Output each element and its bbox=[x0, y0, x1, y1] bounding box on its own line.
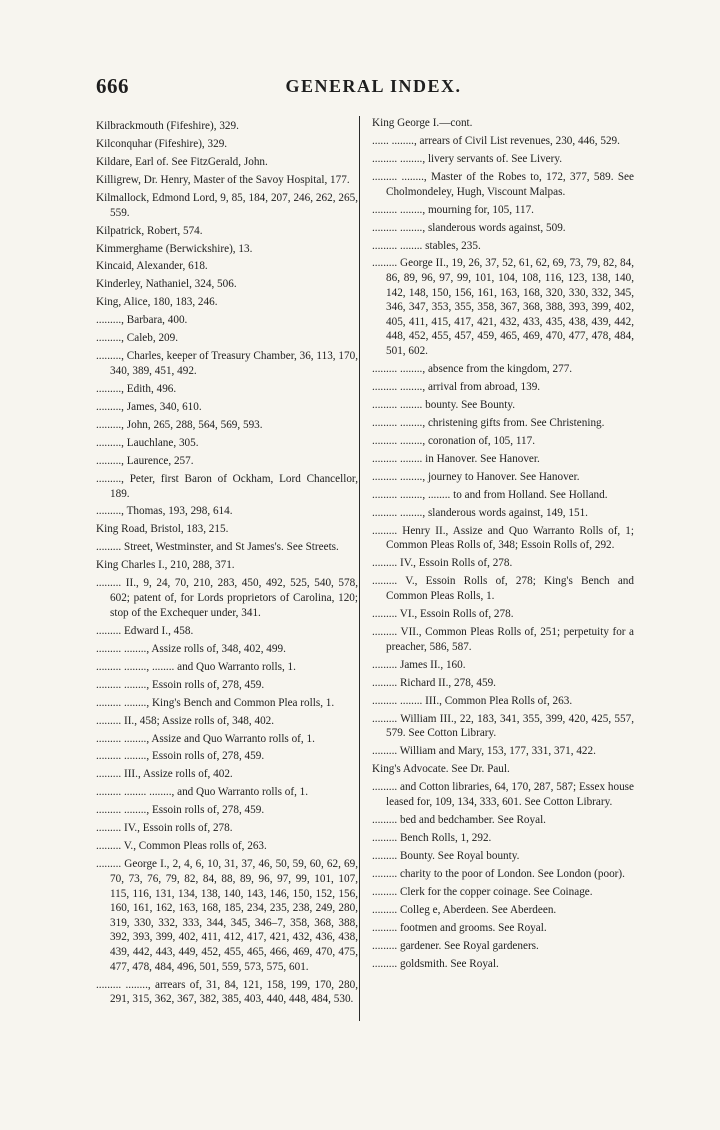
index-entry: ......... III., Assize rolls of, 402. bbox=[96, 768, 233, 781]
index-entry: ......... Richard II., 278, 459. bbox=[372, 676, 496, 689]
index-entry: ......... ........, christening gifts from. See Christening. bbox=[372, 416, 605, 429]
index-entry: ......... gardener. See Royal gardeners. bbox=[372, 939, 539, 952]
index-entry: King George I.—cont. bbox=[372, 117, 473, 129]
index-entry: Kilpatrick, Robert, 574. bbox=[96, 224, 203, 237]
index-entry: ......... charity to the poor of London. See London (poor). bbox=[372, 867, 625, 880]
index-entry: Kilconquhar (Fifeshire), 329. bbox=[96, 137, 228, 150]
page-header bbox=[96, 74, 651, 102]
index-entry: ......... bed and bedchamber. See Royal. bbox=[372, 813, 546, 826]
index-entry: ......... V., Common Pleas rolls of, 263. bbox=[96, 840, 267, 853]
column-divider bbox=[359, 116, 360, 1021]
right-index-column bbox=[372, 116, 634, 975]
index-entry: ......... ........, arrears of, 31, 84, 121, 158, 199, 170, 280, 291, 315, 362, 367, 382, 385, 403, 440, 448, 484, 530. bbox=[96, 978, 358, 1006]
index-entry: ......... ........, King's Bench and Common Plea rolls, 1. bbox=[96, 696, 335, 709]
index-entry: ......... ........, Assize and Quo Warranto rolls of, 1. bbox=[96, 732, 315, 745]
running-head: GENERAL INDEX. bbox=[285, 76, 462, 96]
index-entry: ......... footmen and grooms. See Royal. bbox=[372, 921, 547, 934]
index-entry: ......... ........, Essoin rolls of, 278, 459. bbox=[96, 804, 265, 817]
index-entry: ......... James II., 160. bbox=[372, 658, 466, 671]
index-entry: King Road, Bristol, 183, 215. bbox=[96, 523, 229, 536]
index-entry: Kilbrackmouth (Fifeshire), 329. bbox=[96, 120, 239, 132]
index-entry: ......... II., 458; Assize rolls of, 348, 402. bbox=[96, 714, 275, 727]
index-entry: ........., Peter, first Baron of Ockham, Lord Chancellor, 189. bbox=[96, 472, 358, 500]
index-entry: ......... ........ III., Common Plea Rolls of, 263. bbox=[372, 694, 573, 707]
index-entry: ......... IV., Essoin rolls of, 278. bbox=[96, 822, 233, 835]
page-number: 666 bbox=[96, 74, 129, 98]
index-entry: ......... William and Mary, 153, 177, 331, 371, 422. bbox=[372, 745, 596, 758]
index-entry: ......... Edward I., 458. bbox=[96, 624, 194, 637]
index-entry: ......... Clerk for the copper coinage. See Coinage. bbox=[372, 885, 593, 898]
index-entry: ......... VII., Common Pleas Rolls of, 251; perpetuity for a preacher, 586, 587. bbox=[372, 626, 634, 653]
index-entry: ........., Barbara, 400. bbox=[96, 314, 188, 327]
index-entry: ......... goldsmith. See Royal. bbox=[372, 957, 499, 970]
index-entry: ......... Bounty. See Royal bounty. bbox=[372, 849, 520, 862]
index-entry: Kinderley, Nathaniel, 324, 506. bbox=[96, 278, 237, 291]
index-entry: ......... ........, mourning for, 105, 117. bbox=[372, 203, 534, 216]
index-entry: ......... ........, Master of the Robes to, 172, 377, 589. See Cholmondeley, Hugh, Viscount Malpas. bbox=[372, 170, 634, 198]
index-entry: ......... ........, ........ to and from Holland. See Holland. bbox=[372, 488, 608, 501]
index-entry: ......... William III., 22, 183, 341, 355, 399, 420, 425, 557, 579. See Cotton Library. bbox=[372, 712, 634, 740]
index-entry: ......... ........, slanderous words against, 149, 151. bbox=[372, 506, 588, 519]
index-entry: ......... Street, Westminster, and St James's. See Streets. bbox=[96, 541, 339, 554]
index-entry: ......... ........, Essoin rolls of, 278, 459. bbox=[96, 678, 265, 691]
index-entry: Kincaid, Alexander, 618. bbox=[96, 260, 208, 273]
index-entry: ......... ........ stables, 235. bbox=[372, 239, 481, 252]
index-entry: ......... V., Essoin Rolls of, 278; King's Bench and Common Pleas Rolls, 1. bbox=[372, 575, 634, 603]
index-entry: ...... ........, arrears of Civil List revenues, 230, 446, 529. bbox=[372, 134, 620, 147]
index-entry: ......... ........, coronation of, 105, 117. bbox=[372, 434, 536, 447]
index-entry: ......... George I., 2, 4, 6, 10, 31, 37, 46, 50, 59, 60, 62, 69, 70, 73, 76, 79, 82, 84, 88, 89, 96, 97, 99, 101, 107, 115, 116, 131, 134, 138, 140, 143, 146, 150, 152, 156, 160, 161, 162, 163, 168, 185, 234, 235, 238, 249, 280, 319, 330, 332, 333, 344, 345, 346–7, 358, 368, 388, 392, 393, 399, 402, 411, 412, 417, 421, 432, 436, 438, 439, 442, 443, 449, 452, 455, 465, 466, 469, 470, 475, 477, 478, 484, 496, 501, 559, 573, 575, 601. bbox=[96, 858, 358, 973]
index-entry: ......... ........, ........ and Quo Warranto rolls, 1. bbox=[96, 660, 296, 673]
index-entry: ........., Charles, keeper of Treasury Chamber, 36, 113, 170, 340, 389, 451, 492. bbox=[96, 350, 358, 377]
index-entry: ........., Thomas, 193, 298, 614. bbox=[96, 505, 233, 518]
index-entry: ........., Lauchlane, 305. bbox=[96, 436, 199, 449]
index-entry: Kimmerghame (Berwickshire), 13. bbox=[96, 242, 253, 255]
index-entry: ......... ........, absence from the kingdom, 277. bbox=[372, 363, 573, 376]
index-entry: Kildare, Earl of. See FitzGerald, John. bbox=[96, 155, 268, 168]
index-entry: ........., Edith, 496. bbox=[96, 382, 177, 395]
index-entry: King's Advocate. See Dr. Paul. bbox=[372, 763, 510, 776]
index-entry: Killigrew, Dr. Henry, Master of the Savoy Hospital, 177. bbox=[96, 173, 350, 186]
index-entry: ......... and Cotton libraries, 64, 170, 287, 587; Essex house leased for, 109, 134, 333, 601. See Cotton Library. bbox=[372, 781, 634, 808]
index-entry: ......... ........ bounty. See Bounty. bbox=[372, 399, 516, 411]
index-entry: ......... Bench Rolls, 1, 292. bbox=[372, 831, 492, 844]
index-entry: ......... Henry II., Assize and Quo Warranto Rolls of, 1; Common Pleas Rolls of, 348; Essoin Rolls of, 292. bbox=[372, 524, 634, 552]
index-entry: ......... VI., Essoin Rolls of, 278. bbox=[372, 608, 514, 621]
index-entry: ......... ........, Assize rolls of, 348, 402, 499. bbox=[96, 642, 286, 655]
index-entry: ......... ........, livery servants of. See Livery. bbox=[372, 152, 563, 165]
index-entry: ........., Laurence, 257. bbox=[96, 454, 194, 467]
index-entry: ........., James, 340, 610. bbox=[96, 400, 202, 413]
index-entry: ......... ........, Essoin rolls of, 278, 459. bbox=[96, 750, 265, 763]
index-entry: ......... II., 9, 24, 70, 210, 283, 450, 492, 525, 540, 578, 602; patent of, for Lords proprietors of Carolina, 120; stop of the Exchequer under, 341. bbox=[96, 577, 358, 619]
left-index-column bbox=[96, 119, 358, 1010]
index-entry: ......... ........, journey to Hanover. See Hanover. bbox=[372, 470, 580, 483]
index-entry: ......... ........ in Hanover. See Hanover. bbox=[372, 452, 540, 465]
index-entry: ......... ........, slanderous words against, 509. bbox=[372, 221, 566, 234]
index-entry: Kilmallock, Edmond Lord, 9, 85, 184, 207, 246, 262, 265, 559. bbox=[96, 191, 358, 219]
index-entry: ......... ........, arrival from abroad, 139. bbox=[372, 381, 541, 394]
index-entry: ......... Colleg e, Aberdeen. See Aberdeen. bbox=[372, 903, 557, 916]
index-entry: King, Alice, 180, 183, 246. bbox=[96, 296, 218, 309]
index-entry: ......... ........ ........, and Quo Warranto rolls of, 1. bbox=[96, 786, 309, 799]
index-entry: ........., John, 265, 288, 564, 569, 593. bbox=[96, 418, 263, 431]
index-entry: King Charles I., 210, 288, 371. bbox=[96, 559, 235, 572]
index-entry: ........., Caleb, 209. bbox=[96, 332, 179, 345]
index-entry: ......... IV., Essoin Rolls of, 278. bbox=[372, 557, 513, 570]
index-entry: ......... George II., 19, 26, 37, 52, 61, 62, 69, 73, 79, 82, 84, 86, 89, 96, 97, 99, 101, 104, 108, 116, 123, 138, 140, 142, 148, 150, 156, 161, 163, 168, 320, 330, 332, 345, 346, 347, 353, 355, 358, 367, 368, 388, 393, 399, 402, 405, 411, 415, 417, 421, 432, 433, 435, 438, 439, 442, 448, 452, 455, 457, 459, 465, 469, 470, 477, 478, 484, 501, 602. bbox=[372, 257, 634, 358]
